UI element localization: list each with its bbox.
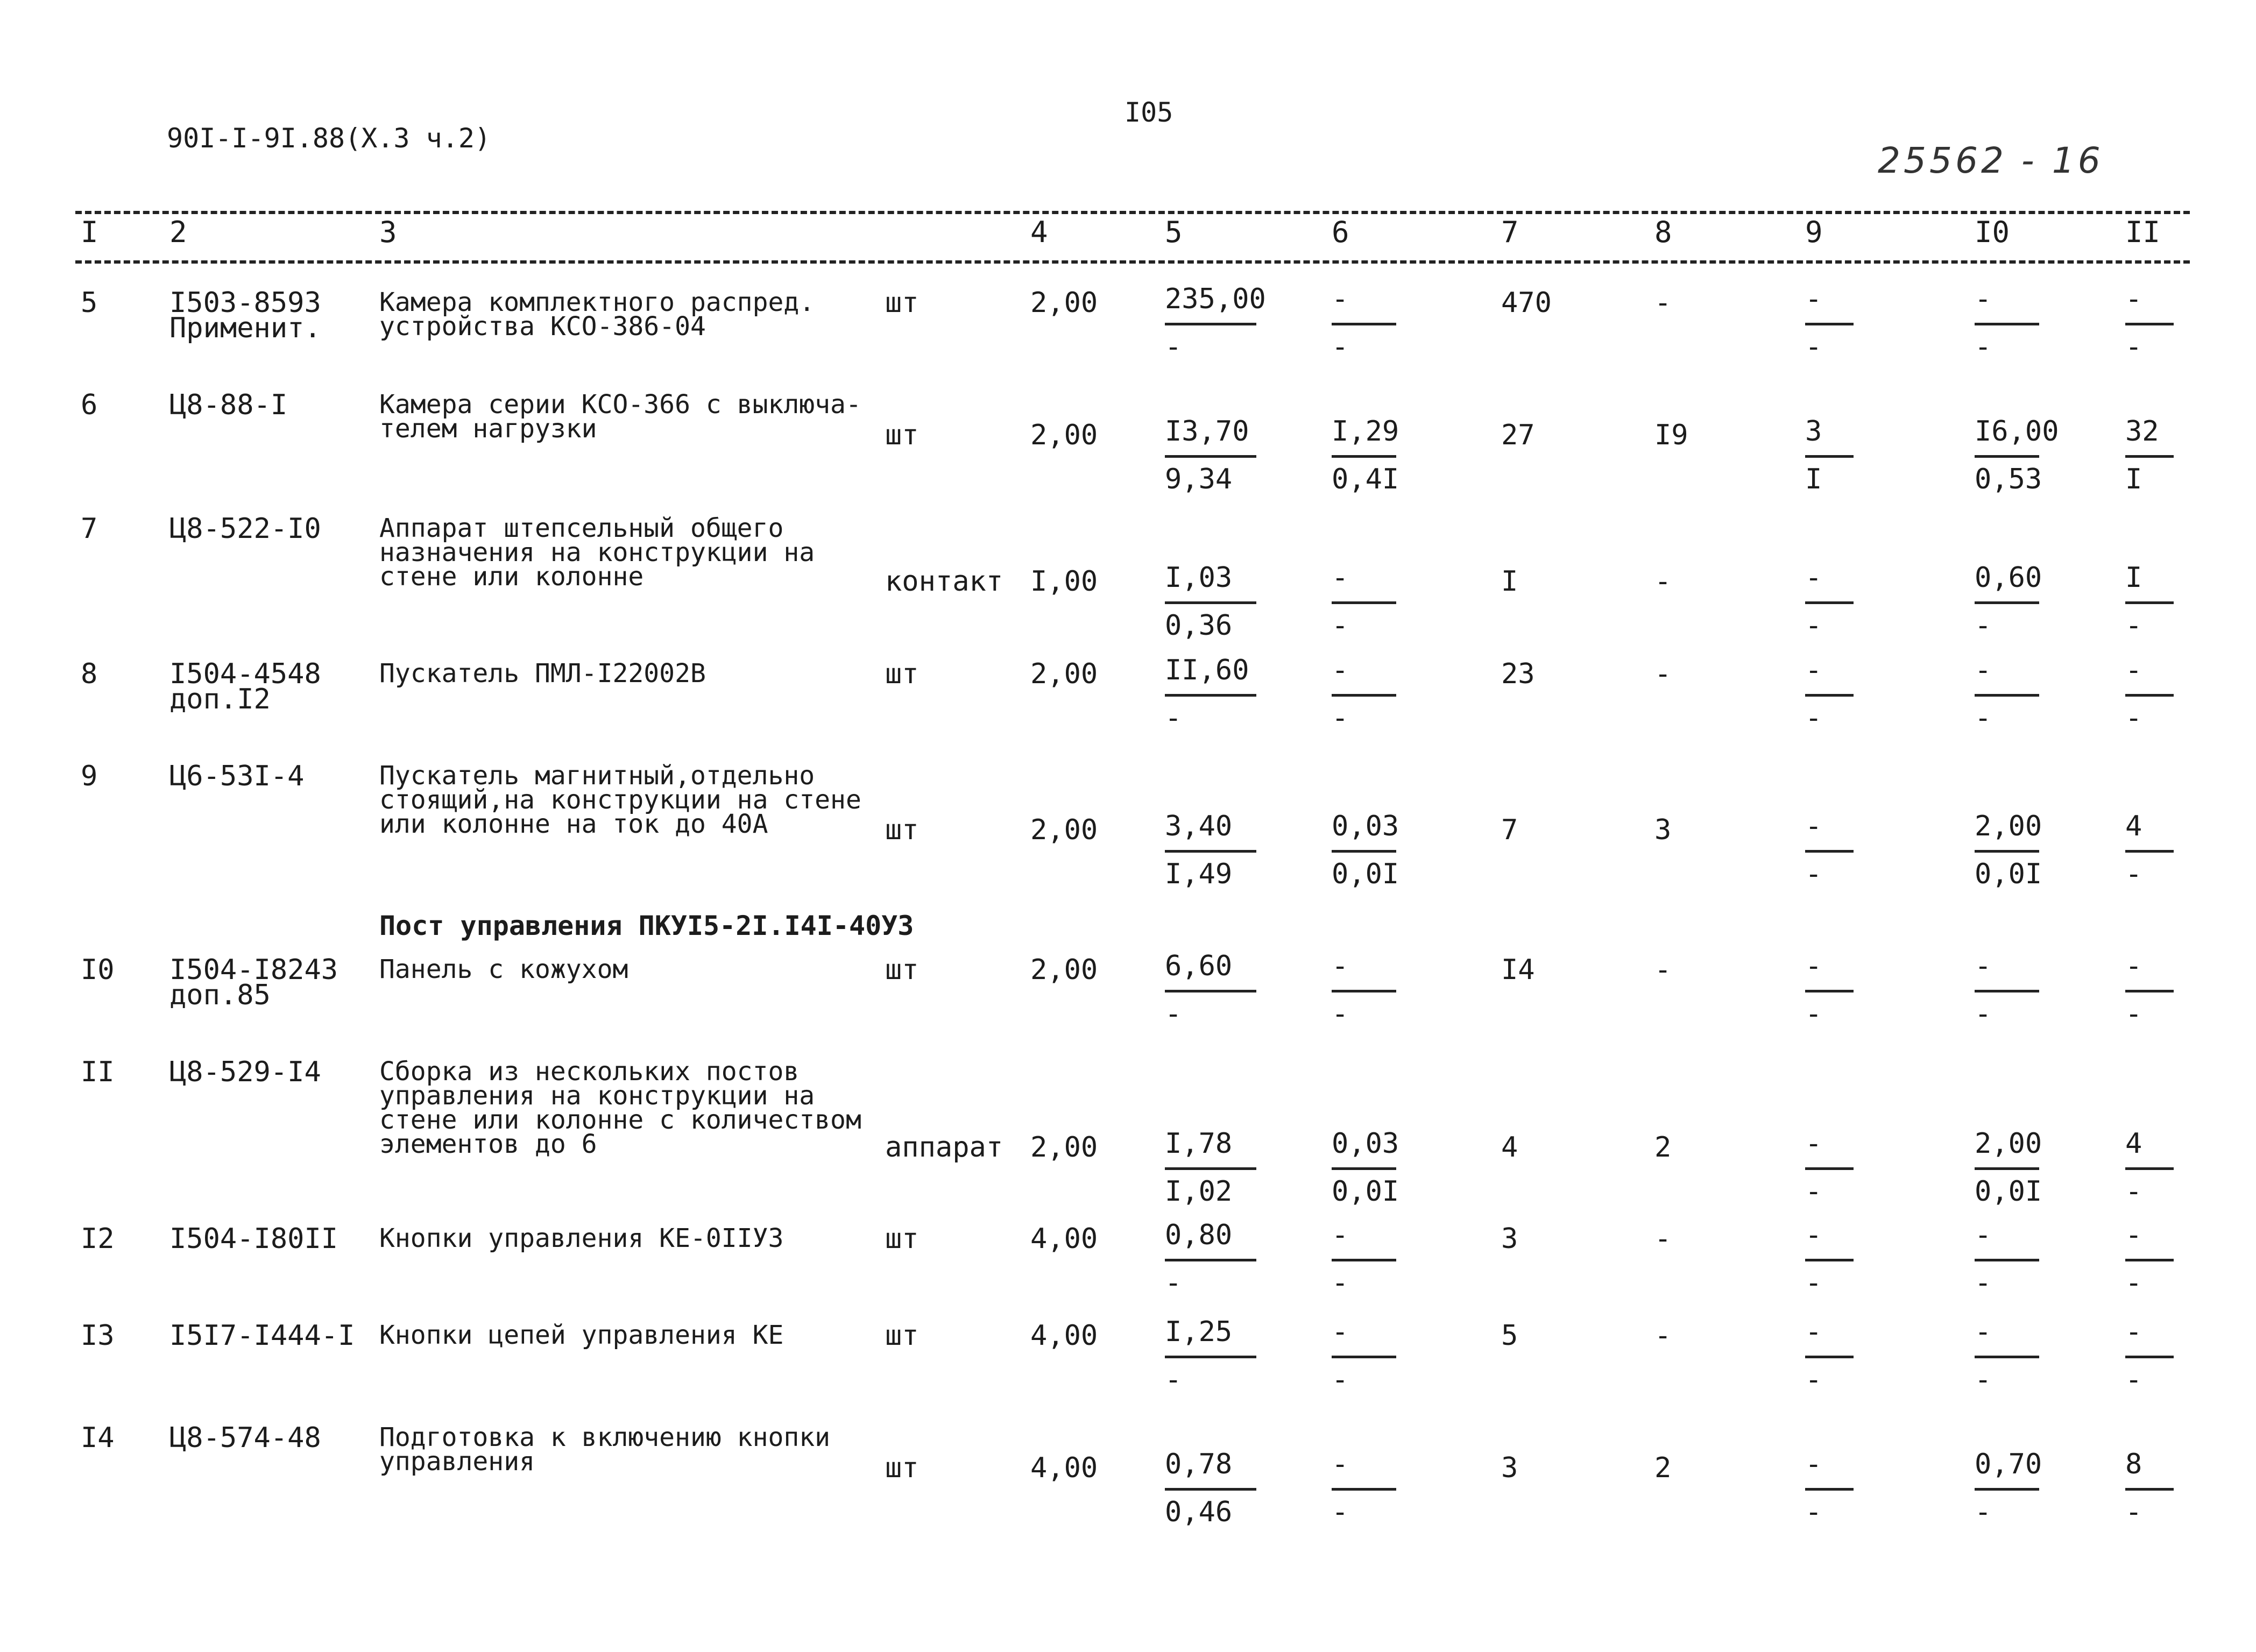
col6-value: [1332, 952, 1396, 1028]
row-quantity: 2,00: [1030, 954, 1098, 986]
col11-value-bottom: -: [2125, 1267, 2142, 1299]
col9-value-top: -: [1805, 562, 1822, 594]
col5-value-bottom: -: [1165, 1364, 1182, 1396]
row-number: I0: [81, 954, 115, 986]
row-unit: шт: [885, 1452, 919, 1484]
col11-value-top: -: [2125, 654, 2142, 686]
column-header-3: 3: [379, 215, 397, 249]
col9-value-bottom: -: [1805, 998, 1822, 1030]
col9-value-bottom: -: [1805, 331, 1822, 363]
col5-value: [1165, 564, 1256, 640]
col6-value: [1332, 1128, 1399, 1208]
handwritten-code: 25562 - 16: [1878, 140, 2104, 181]
col11-value-fraction-line: [2125, 601, 2174, 604]
col6-value-bottom: -: [1332, 998, 1349, 1030]
row-quantity: 2,00: [1030, 658, 1098, 690]
col9-value-top: -: [1805, 654, 1822, 686]
col6-value-top: I,29: [1332, 415, 1399, 448]
col6-value-fraction-line: [1332, 694, 1396, 697]
col5-value: [1165, 952, 1256, 1028]
col9-value-fraction-line: [1805, 1259, 1854, 1261]
col5-value-top: 6,60: [1165, 950, 1233, 982]
col11-value-fraction-line: [2125, 1488, 2174, 1491]
col5-value-fraction-line: [1165, 1167, 1256, 1170]
column-header-1: I: [81, 215, 98, 249]
column-header-8: 8: [1654, 215, 1672, 249]
col8-value: -: [1654, 1223, 1672, 1255]
col6-value-top: -: [1332, 1219, 1349, 1251]
col5-value-bottom: 0,36: [1165, 609, 1233, 642]
col10-value-bottom: -: [1975, 998, 1992, 1030]
col6-value-bottom: 0,0I: [1332, 858, 1399, 890]
col10-value-top: -: [1975, 1316, 1992, 1348]
col5-value-bottom: I,49: [1165, 858, 1233, 890]
col11-value-bottom: -: [2125, 331, 2142, 363]
row-unit: шт: [885, 419, 919, 451]
col10-value-fraction-line: [1975, 850, 2039, 853]
col9-value-top: -: [1805, 810, 1822, 842]
row-name: Камера комплектного распред. устройства КСО-386-04: [379, 287, 815, 342]
row-code: Ц8-529-I4: [169, 1056, 321, 1088]
row-quantity: 2,00: [1030, 419, 1098, 451]
col11-value-bottom: -: [2125, 998, 2142, 1030]
col10-value-fraction-line: [1975, 1488, 2039, 1491]
col6-value-bottom: 0,0I: [1332, 1175, 1399, 1208]
col11-value-fraction-line: [2125, 323, 2174, 325]
col11-value-fraction-line: [2125, 1356, 2174, 1358]
column-header-7: 7: [1501, 215, 1519, 249]
col5-value-bottom: 9,34: [1165, 463, 1233, 495]
col5-value: [1165, 417, 1256, 493]
col8-value: 2: [1654, 1131, 1672, 1164]
col5-value-fraction-line: [1165, 1356, 1256, 1358]
col10-value-top: -: [1975, 654, 1992, 686]
col6-value-bottom: -: [1332, 331, 1349, 363]
col6-value-bottom: 0,4I: [1332, 463, 1399, 495]
col10-value-bottom: 0,53: [1975, 463, 2042, 495]
col11-value-fraction-line: [2125, 1259, 2174, 1261]
col6-value: [1332, 1450, 1396, 1526]
col9-value: [1805, 1221, 1854, 1297]
row-number: II: [81, 1056, 115, 1088]
col10-value: [1975, 1318, 2039, 1394]
col8-value: -: [1654, 565, 1672, 598]
col10-value-fraction-line: [1975, 990, 2039, 992]
col6-value-top: -: [1332, 283, 1349, 315]
col5-value-top: 235,00: [1165, 283, 1266, 315]
col7-value: 27: [1501, 419, 1535, 451]
col9-value-fraction-line: [1805, 1488, 1854, 1491]
col10-value-fraction-line: [1975, 601, 2039, 604]
col9-value: [1805, 417, 1854, 493]
col5-value-fraction-line: [1165, 990, 1256, 992]
col5-value-fraction-line: [1165, 455, 1256, 458]
col10-value-fraction-line: [1975, 323, 2039, 325]
col10-value-top: 0,60: [1975, 562, 2042, 594]
row-code: I503-8593 Применит.: [169, 287, 321, 344]
col9-value-bottom: -: [1805, 1267, 1822, 1299]
row-unit: шт: [885, 814, 919, 846]
col5-value-fraction-line: [1165, 850, 1256, 853]
col11-value: [2125, 952, 2174, 1028]
col10-value: [1975, 1448, 2042, 1528]
col10-value: [1975, 952, 2039, 1028]
col9-value-fraction-line: [1805, 694, 1854, 697]
col6-value-fraction-line: [1332, 1488, 1396, 1491]
col11-value-top: -: [2125, 283, 2142, 315]
col8-value: 2: [1654, 1452, 1672, 1484]
col11-value-fraction-line: [2125, 990, 2174, 992]
col11-value-top: -: [2125, 950, 2142, 982]
row-unit: шт: [885, 1320, 919, 1352]
row-number: 7: [81, 513, 98, 545]
row-code: I504-I8243 доп.85: [169, 954, 338, 1011]
col7-value: 470: [1501, 287, 1552, 319]
col6-value-top: -: [1332, 562, 1349, 594]
col5-value: [1165, 656, 1256, 732]
col9-value-bottom: I: [1805, 463, 1822, 495]
col10-value: [1975, 1221, 2039, 1297]
col9-value-fraction-line: [1805, 1167, 1854, 1170]
col5-value-top: I,25: [1165, 1316, 1233, 1348]
col9-value: [1805, 1450, 1854, 1526]
col7-value: 3: [1501, 1452, 1518, 1484]
column-header-4: 4: [1030, 215, 1048, 249]
col11-value-fraction-line: [2125, 455, 2174, 458]
col10-value: [1975, 1128, 2042, 1208]
col7-value: 5: [1501, 1320, 1518, 1352]
col11-value: [2125, 1318, 2174, 1394]
col6-value-fraction-line: [1332, 323, 1396, 325]
col10-value-fraction-line: [1975, 1259, 2039, 1261]
col9-value: [1805, 285, 1854, 361]
row-name: Кнопки цепей управления КЕ: [379, 1320, 784, 1350]
col9-value-top: -: [1805, 283, 1822, 315]
col6-value-fraction-line: [1332, 601, 1396, 604]
row-quantity: 2,00: [1030, 814, 1098, 846]
col9-value: [1805, 812, 1854, 888]
row-code: I504-4548 доп.I2: [169, 658, 321, 715]
col11-value-top: 4: [2125, 1128, 2142, 1160]
col11-value-bottom: -: [2125, 1175, 2142, 1208]
col6-value-fraction-line: [1332, 990, 1396, 992]
col9-value-fraction-line: [1805, 455, 1854, 458]
col9-value-fraction-line: [1805, 990, 1854, 992]
col10-value-top: 0,70: [1975, 1448, 2042, 1480]
col11-value-fraction-line: [2125, 1167, 2174, 1170]
col11-value-bottom: -: [2125, 1364, 2142, 1396]
row-number: I3: [81, 1320, 115, 1352]
col7-value: 23: [1501, 658, 1535, 690]
row-code: Ц8-574-48: [169, 1422, 321, 1454]
col6-value-fraction-line: [1332, 1356, 1396, 1358]
col7-value: 7: [1501, 814, 1518, 846]
col10-value: [1975, 415, 2059, 495]
col10-value-bottom: -: [1975, 1267, 1992, 1299]
row-code: I5I7-I444-I: [169, 1320, 355, 1352]
col11-value: [2125, 656, 2174, 732]
col10-value-fraction-line: [1975, 1356, 2039, 1358]
col6-value: [1332, 415, 1399, 495]
column-header-11: II: [2125, 215, 2161, 249]
row-name: Панель с кожухом: [379, 954, 628, 984]
col10-value-fraction-line: [1975, 1167, 2039, 1170]
col10-value: [1975, 285, 2039, 361]
row-name: Камера серии КСО-366 с выключа- телем нагрузки: [379, 389, 861, 444]
col5-value: [1165, 1221, 1256, 1297]
col6-value-top: -: [1332, 1316, 1349, 1348]
col5-value-fraction-line: [1165, 323, 1256, 325]
col6-value: [1332, 1318, 1396, 1394]
col10-value-bottom: -: [1975, 1364, 1992, 1396]
col5-value: [1165, 812, 1256, 888]
col9-value: [1805, 1130, 1854, 1206]
col6-value-fraction-line: [1332, 850, 1396, 853]
col10-value-bottom: -: [1975, 331, 1992, 363]
col11-value: [2125, 812, 2174, 888]
col5-value-bottom: 0,46: [1165, 1496, 1233, 1528]
col11-value: [2125, 1450, 2174, 1526]
col5-value-top: II,60: [1165, 654, 1249, 686]
row-code: Ц8-522-I0: [169, 513, 321, 545]
col7-value: 4: [1501, 1131, 1518, 1164]
col9-value: [1805, 564, 1854, 640]
col5-value: [1165, 1318, 1256, 1394]
document-code: 90I-I-9I.88(X.3 ч.2): [167, 123, 491, 154]
col5-value-bottom: I,02: [1165, 1175, 1233, 1208]
col10-value: [1975, 810, 2042, 890]
col10-value-top: -: [1975, 950, 1992, 982]
col5-value-top: 3,40: [1165, 810, 1233, 842]
col9-value-fraction-line: [1805, 1356, 1854, 1358]
col9-value: [1805, 952, 1854, 1028]
col6-value-top: -: [1332, 950, 1349, 982]
col5-value: [1165, 283, 1266, 363]
col11-value-top: 32: [2125, 415, 2159, 448]
col9-value-bottom: -: [1805, 858, 1822, 890]
col10-value: [1975, 656, 2039, 732]
col5-value-bottom: -: [1165, 331, 1182, 363]
col5-value-fraction-line: [1165, 694, 1256, 697]
row-number: 6: [81, 389, 98, 421]
row-name: Кнопки управления КЕ-0IIУ3: [379, 1223, 784, 1253]
column-header-6: 6: [1332, 215, 1349, 249]
row-code: Ц8-88-I: [169, 389, 288, 421]
col6-value-top: -: [1332, 654, 1349, 686]
row-quantity: 4,00: [1030, 1320, 1098, 1352]
col6-value: [1332, 810, 1399, 890]
col5-value-top: 0,80: [1165, 1219, 1233, 1251]
col11-value: [2125, 1221, 2174, 1297]
col5-value-fraction-line: [1165, 1259, 1256, 1261]
col11-value: [2125, 1130, 2174, 1206]
col9-value-top: -: [1805, 1448, 1822, 1480]
col6-value-fraction-line: [1332, 1259, 1396, 1261]
row-quantity: 2,00: [1030, 287, 1098, 319]
row-name: Пускатель ПМЛ-I22002В: [379, 658, 706, 689]
col10-value-top: -: [1975, 283, 1992, 315]
row-quantity: 2,00: [1030, 1131, 1098, 1164]
row-quantity: 4,00: [1030, 1452, 1098, 1484]
col9-value-fraction-line: [1805, 601, 1854, 604]
col8-value: 3: [1654, 814, 1672, 846]
row-name: Аппарат штепсельный общего назначения на конструкции на стене или колонне: [379, 513, 815, 592]
col11-value-bottom: -: [2125, 1496, 2142, 1528]
row-number: 5: [81, 287, 98, 319]
col6-value-fraction-line: [1332, 1167, 1396, 1170]
col11-value-top: 8: [2125, 1448, 2142, 1480]
col9-value: [1805, 656, 1854, 732]
col11-value: [2125, 417, 2174, 493]
col11-value: [2125, 564, 2174, 640]
col5-value: [1165, 1130, 1256, 1206]
col9-value-top: -: [1805, 950, 1822, 982]
col10-value: [1975, 562, 2042, 642]
col7-value: I: [1501, 565, 1518, 598]
col8-value: I9: [1654, 419, 1688, 451]
col11-value-bottom: I: [2125, 463, 2142, 495]
col10-value-top: I6,00: [1975, 415, 2059, 448]
col5-value-bottom: -: [1165, 998, 1182, 1030]
col11-value-top: -: [2125, 1219, 2142, 1251]
page-number: I05: [1125, 97, 1173, 128]
col5-value-top: I,78: [1165, 1128, 1233, 1160]
col6-value-top: 0,03: [1332, 1128, 1399, 1160]
col11-value-fraction-line: [2125, 850, 2174, 853]
col5-value-bottom: -: [1165, 1267, 1182, 1299]
col6-value: [1332, 285, 1396, 361]
row-code: Ц6-53I-4: [169, 760, 305, 792]
col6-value: [1332, 656, 1396, 732]
row-unit: шт: [885, 954, 919, 986]
col11-value-bottom: -: [2125, 858, 2142, 890]
col10-value-bottom: 0,0I: [1975, 858, 2042, 890]
col9-value-fraction-line: [1805, 323, 1854, 325]
col11-value-fraction-line: [2125, 694, 2174, 697]
row-number: I4: [81, 1422, 115, 1454]
col9-value-top: 3: [1805, 415, 1822, 448]
col9-value-bottom: -: [1805, 1175, 1822, 1208]
col5-value-top: I,03: [1165, 562, 1233, 594]
col10-value-bottom: -: [1975, 702, 1992, 734]
col11-value: [2125, 285, 2174, 361]
col11-value-top: I: [2125, 562, 2142, 594]
col6-value: [1332, 564, 1396, 640]
row-name: Пускатель магнитный,отдельно стоящий,на конструкции на стене или колонне на ток до 40А: [379, 761, 861, 839]
col9-value-bottom: -: [1805, 1364, 1822, 1396]
col5-value-bottom: -: [1165, 702, 1182, 734]
row-unit: контакт: [885, 565, 1003, 598]
col11-value-bottom: -: [2125, 609, 2142, 642]
col6-value: [1332, 1221, 1396, 1297]
row-quantity: 4,00: [1030, 1223, 1098, 1255]
col6-value-bottom: -: [1332, 1364, 1349, 1396]
row-unit: шт: [885, 287, 919, 319]
col10-value-top: 2,00: [1975, 810, 2042, 842]
col6-value-bottom: -: [1332, 1496, 1349, 1528]
col5-value-top: I3,70: [1165, 415, 1249, 448]
column-header-10: I0: [1975, 215, 2010, 249]
section-title: Пост управления ПКУI5-2I.I4I-40У3: [379, 910, 914, 941]
header-bottom-rule: [75, 260, 2190, 264]
col9-value-top: -: [1805, 1128, 1822, 1160]
col10-value-fraction-line: [1975, 694, 2039, 697]
row-code: I504-I80II: [169, 1223, 338, 1255]
row-quantity: I,00: [1030, 565, 1098, 598]
header-top-rule: [75, 211, 2190, 214]
col6-value-top: -: [1332, 1448, 1349, 1480]
column-header-9: 9: [1805, 215, 1823, 249]
col8-value: -: [1654, 658, 1672, 690]
row-unit: шт: [885, 1223, 919, 1255]
col9-value-fraction-line: [1805, 850, 1854, 853]
col11-value-bottom: -: [2125, 702, 2142, 734]
col11-value-top: 4: [2125, 810, 2142, 842]
col6-value-bottom: -: [1332, 609, 1349, 642]
row-unit: шт: [885, 658, 919, 690]
col10-value-bottom: -: [1975, 1496, 1992, 1528]
col10-value-bottom: 0,0I: [1975, 1175, 2042, 1208]
col10-value-top: -: [1975, 1219, 1992, 1251]
col10-value-fraction-line: [1975, 455, 2039, 458]
col5-value-fraction-line: [1165, 1488, 1256, 1491]
col8-value: -: [1654, 1320, 1672, 1352]
row-number: 9: [81, 760, 98, 792]
column-header-5: 5: [1165, 215, 1183, 249]
col9-value-bottom: -: [1805, 702, 1822, 734]
row-unit: аппарат: [885, 1131, 1003, 1164]
col10-value-bottom: -: [1975, 609, 1992, 642]
col11-value-top: -: [2125, 1316, 2142, 1348]
col8-value: -: [1654, 287, 1672, 319]
row-name: Сборка из нескольких постов управления на конструкции на стене или колонне с количеством элементов до 6: [379, 1057, 861, 1159]
col9-value: [1805, 1318, 1854, 1394]
col6-value-top: 0,03: [1332, 810, 1399, 842]
row-number: I2: [81, 1223, 115, 1255]
col9-value-bottom: -: [1805, 609, 1822, 642]
col6-value-bottom: -: [1332, 1267, 1349, 1299]
column-header-2: 2: [169, 215, 187, 249]
row-number: 8: [81, 658, 98, 690]
col6-value-fraction-line: [1332, 455, 1396, 458]
col6-value-bottom: -: [1332, 702, 1349, 734]
col9-value-top: -: [1805, 1219, 1822, 1251]
col5-value: [1165, 1450, 1256, 1526]
col7-value: 3: [1501, 1223, 1518, 1255]
col9-value-bottom: -: [1805, 1496, 1822, 1528]
col7-value: I4: [1501, 954, 1535, 986]
row-name: Подготовка к включению кнопки управления: [379, 1422, 831, 1477]
col9-value-top: -: [1805, 1316, 1822, 1348]
col8-value: -: [1654, 954, 1672, 986]
col10-value-top: 2,00: [1975, 1128, 2042, 1160]
col5-value-fraction-line: [1165, 601, 1256, 604]
col5-value-top: 0,78: [1165, 1448, 1233, 1480]
